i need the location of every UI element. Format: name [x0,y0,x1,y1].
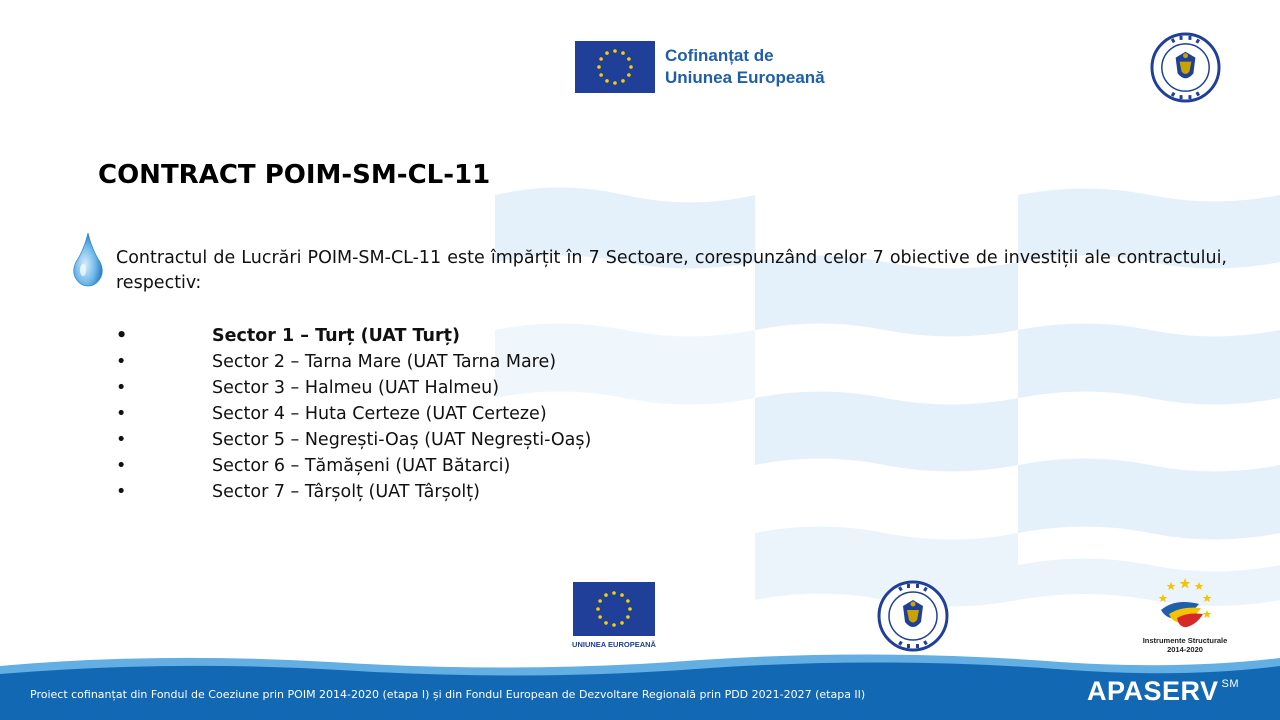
is-line1: Instrumente Structurale [1142,636,1228,645]
sector-4: Sector 4 – Huta Certeze (UAT Certeze) [212,404,547,424]
eu-bottom-label: UNIUNEA EUROPEANĂ [572,640,656,649]
sector-3: Sector 3 – Halmeu (UAT Halmeu) [212,378,500,398]
sector-6: Sector 6 – Tămășeni (UAT Bătarci) [212,456,511,476]
bullet: • [116,352,127,372]
eu-flag-icon [575,41,655,93]
intro-paragraph: Contractul de Lucrări POIM-SM-CL-11 este împărțit în 7 Sectoare, corespunzând celor 7 obiective de investiții ale contractului, respectiv: [116,248,1227,293]
slide-title: CONTRACT POIM-SM-CL-11 [98,160,491,190]
bullet: • [116,430,127,450]
bullet: • [116,326,128,346]
cofinantat-text [665,45,825,89]
water-drop-icon [72,232,104,288]
footer-text: Proiect cofinanțat din Fondul de Coeziune prin POIM 2014-2020 (etapa I) și din Fondul European de Dezvoltare Regională prin PDD 2021-2027 (etapa II) [30,688,866,701]
brand-name: APASERV [1087,676,1219,706]
sector-7: Sector 7 – Târșolț (UAT Târșolț) [212,482,480,502]
is-line2: 2014-2020 [1167,645,1203,654]
government-seal-icon [877,580,949,652]
eu-flag-icon [573,582,655,636]
bullet: • [116,456,127,476]
instrumente-structurale-icon [1155,574,1215,634]
bullet: • [116,404,127,424]
bullet: • [116,482,127,502]
sector-2: Sector 2 – Tarna Mare (UAT Tarna Mare) [212,352,557,372]
sector-5: Sector 5 – Negrești-Oaș (UAT Negrești-Oaș) [212,430,592,450]
cofinantat-line2: Uniunea Europeană [665,68,825,87]
sector-1: Sector 1 – Turț (UAT Turț) [212,326,460,346]
government-seal-icon [1150,32,1221,103]
bullet: • [116,378,127,398]
brand-sup: SM [1221,678,1240,690]
cofinantat-line1: Cofinanțat de [665,46,774,65]
apaserv-logo [1087,676,1239,707]
